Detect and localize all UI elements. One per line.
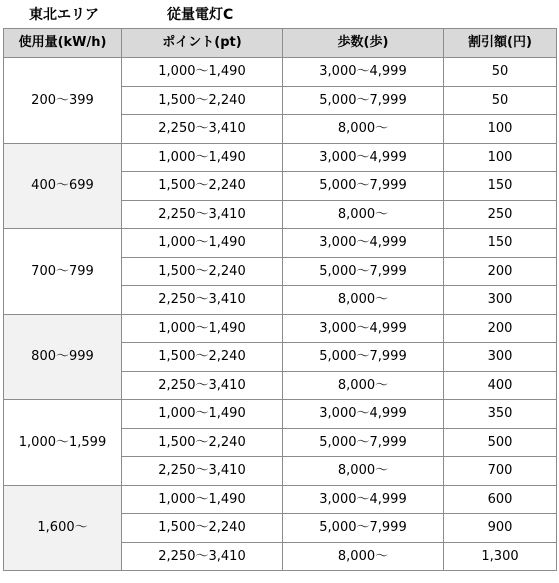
usage-range-cell: 400～699	[4, 143, 122, 229]
discount-amount-cell: 200	[444, 257, 557, 286]
table-row	[4, 485, 557, 514]
steps-range-cell: 5,000～7,999	[283, 86, 444, 115]
points-range-cell: 1,000～1,490	[122, 58, 283, 87]
discount-amount-cell: 600	[444, 485, 557, 514]
header-usage: 使用量(kW/h)	[4, 29, 122, 58]
steps-range-cell: 3,000～4,999	[283, 485, 444, 514]
points-range-cell: 1,000～1,490	[122, 485, 283, 514]
steps-range-cell: 8,000～	[283, 457, 444, 486]
plan-title: 従量電灯C	[167, 7, 234, 23]
usage-range-cell: 200～399	[4, 58, 122, 144]
discount-amount-cell: 100	[444, 115, 557, 144]
points-range-cell: 2,250～3,410	[122, 286, 283, 315]
table-row	[4, 229, 557, 258]
table-row	[4, 143, 557, 172]
discount-amount-cell: 150	[444, 172, 557, 201]
discount-amount-cell: 50	[444, 86, 557, 115]
points-range-cell: 1,000～1,490	[122, 314, 283, 343]
points-range-cell: 1,000～1,490	[122, 400, 283, 429]
steps-range-cell: 8,000～	[283, 115, 444, 144]
header-points: ポイント(pt)	[122, 29, 283, 58]
table-row	[4, 314, 557, 343]
header-steps: 歩数(歩)	[283, 29, 444, 58]
steps-range-cell: 8,000～	[283, 200, 444, 229]
steps-range-cell: 3,000～4,999	[283, 143, 444, 172]
discount-amount-cell: 250	[444, 200, 557, 229]
discount-amount-cell: 150	[444, 229, 557, 258]
table-body	[4, 58, 557, 571]
points-range-cell: 2,250～3,410	[122, 115, 283, 144]
discount-amount-cell: 100	[444, 143, 557, 172]
points-range-cell: 1,500～2,240	[122, 86, 283, 115]
discount-amount-cell: 1,300	[444, 542, 557, 571]
table-row	[4, 400, 557, 429]
discount-amount-cell: 900	[444, 514, 557, 543]
steps-range-cell: 5,000～7,999	[283, 172, 444, 201]
points-range-cell: 1,500～2,240	[122, 428, 283, 457]
discount-amount-cell: 400	[444, 371, 557, 400]
header-discount: 割引額(円)	[444, 29, 557, 58]
steps-range-cell: 8,000～	[283, 371, 444, 400]
points-range-cell: 2,250～3,410	[122, 200, 283, 229]
usage-range-cell: 800～999	[4, 314, 122, 400]
points-range-cell: 2,250～3,410	[122, 542, 283, 571]
steps-range-cell: 8,000～	[283, 542, 444, 571]
discount-amount-cell: 200	[444, 314, 557, 343]
points-range-cell: 1,000～1,490	[122, 229, 283, 258]
discount-amount-cell: 50	[444, 58, 557, 87]
points-range-cell: 1,500～2,240	[122, 343, 283, 372]
points-range-cell: 1,500～2,240	[122, 172, 283, 201]
steps-range-cell: 5,000～7,999	[283, 428, 444, 457]
table-row	[4, 58, 557, 87]
steps-range-cell: 5,000～7,999	[283, 343, 444, 372]
area-title: 東北エリア	[29, 7, 99, 23]
discount-table	[3, 28, 557, 571]
discount-amount-cell: 700	[444, 457, 557, 486]
steps-range-cell: 3,000～4,999	[283, 314, 444, 343]
steps-range-cell: 3,000～4,999	[283, 58, 444, 87]
steps-range-cell: 3,000～4,999	[283, 400, 444, 429]
points-range-cell: 2,250～3,410	[122, 371, 283, 400]
points-range-cell: 2,250～3,410	[122, 457, 283, 486]
usage-range-cell: 700～799	[4, 229, 122, 315]
usage-range-cell: 1,600～	[4, 485, 122, 571]
steps-range-cell: 5,000～7,999	[283, 514, 444, 543]
discount-amount-cell: 300	[444, 286, 557, 315]
steps-range-cell: 5,000～7,999	[283, 257, 444, 286]
steps-range-cell: 3,000～4,999	[283, 229, 444, 258]
usage-range-cell: 1,000～1,599	[4, 400, 122, 486]
steps-range-cell: 8,000～	[283, 286, 444, 315]
points-range-cell: 1,500～2,240	[122, 514, 283, 543]
header-row	[4, 29, 557, 58]
discount-amount-cell: 300	[444, 343, 557, 372]
title-bar	[0, 0, 559, 28]
discount-amount-cell: 500	[444, 428, 557, 457]
points-range-cell: 1,000～1,490	[122, 143, 283, 172]
points-range-cell: 1,500～2,240	[122, 257, 283, 286]
discount-amount-cell: 350	[444, 400, 557, 429]
